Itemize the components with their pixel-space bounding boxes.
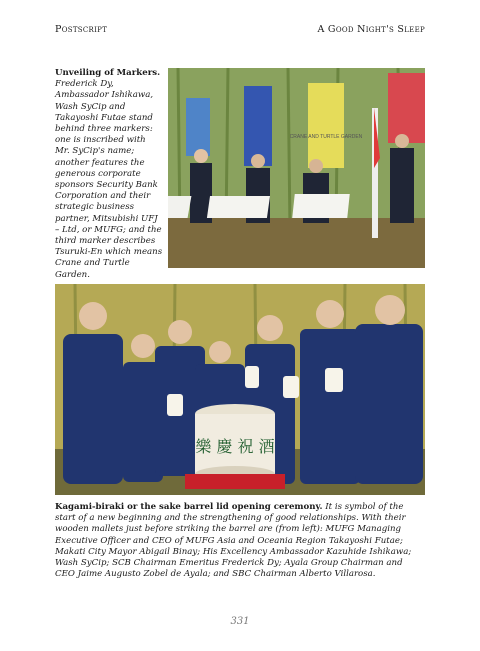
caption-kagami-biraki-body: It is symbol of the start of a new beginning and the strengthening of good relationships. With their wooden mallets just before striking the barrel are (from left): MUFG Managing Executive Officer and CEO of MUFG Asia and Oceania Region Takayoshi Futae; Makati City Mayor Abigail Binay; His Excellency Ambassador Kazuhide Ishikawa; Wash SyCip; SCB Chairman Emeritus Frederick Dy; Ayala Group Chairman and CEO Jaime Augusto Zobel de Ayala; and SBC Chairman Alberto Villarosa. [55,502,412,580]
caption-markers [55,68,163,281]
photo-unveiling-illustration [168,68,425,268]
caption-markers-body: Frederick Dy, Ambassador Ishikawa, Wash SyCip and Takayoshi Futae stand behind three markers: one is inscribed with Mr. SyCip's name; another features the generous corporate sponsors Security Bank Corporation and their strategic business partner, Mitsubishi UFJ – Ltd, or MUFG; and the third marker describes Tsuruki-En which means Crane and Turtle Garden. [55,79,163,280]
photo-kagami-biraki-illustration [55,284,425,495]
running-header-right: A Good Night's Sleep [317,24,425,35]
photo-unveiling-markers [168,68,425,268]
caption-kagami-biraki-title: Kagami-biraki or the sake barrel lid opening ceremony. [55,502,323,512]
barrel-label: 樂 慶 祝 酒 [195,437,275,456]
banner-label: CRANE AND TURTLE GARDEN [289,134,363,140]
page-number: 331 [230,616,250,627]
caption-markers-title: Unveiling of Markers. [55,68,161,78]
running-header-left: Postscript [55,24,108,35]
caption-kagami-biraki [55,502,425,580]
photo-kagami-biraki [55,284,425,495]
